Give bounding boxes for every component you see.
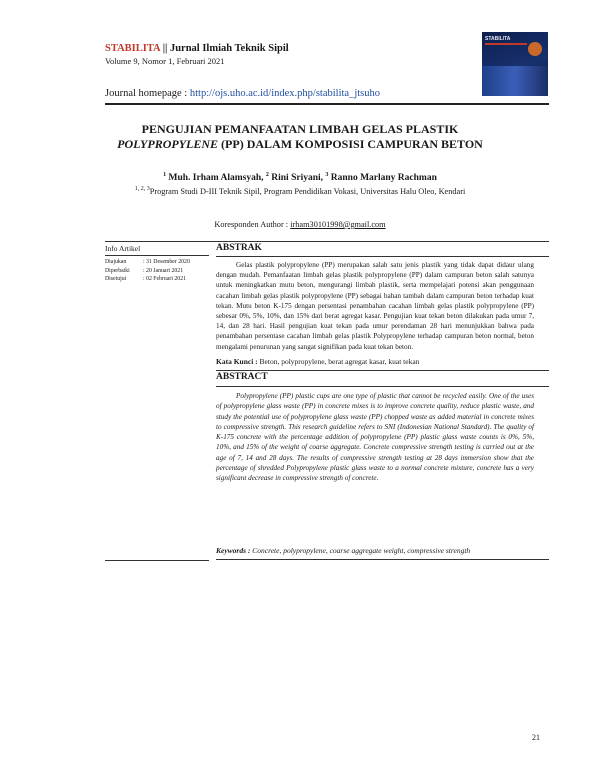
author1: Muh. Irham Alamsyah, <box>166 173 266 184</box>
corresp-email-link[interactable]: irham30101998@gmail.com <box>290 220 386 229</box>
keywords-values: Concrete, polypropylene, coarse aggregate weight, compressive strength <box>252 546 471 555</box>
volume-line: Volume 9, Nomor 1, Februari 2021 <box>105 56 225 66</box>
title-line2-rest: (PP) DALAM KOMPOSISI CAMPURAN BETON <box>218 137 483 151</box>
author2: Rini Sriyani, <box>268 173 326 184</box>
author3-sup: 3 <box>325 172 329 178</box>
date-row-submitted <box>105 258 190 267</box>
date-label: Diajukan <box>105 259 127 265</box>
affiliation-text: Program Studi D-III Teknik Sipil, Program Pendidikan Vokasi, Universitas Halu Oleo, Kendari <box>149 186 466 196</box>
date-value: : 20 Januari 2021 <box>143 267 184 274</box>
date-row-accepted <box>105 275 190 284</box>
date-row-revised <box>105 267 190 276</box>
affiliation <box>0 186 600 196</box>
article-info-bottom-divider <box>105 560 209 561</box>
journal-separator: || <box>160 43 170 54</box>
kata-kunci <box>216 357 419 366</box>
keywords <box>216 546 470 555</box>
keywords-label: Keywords : <box>216 546 253 555</box>
cover-title: STABILITA <box>485 36 511 42</box>
journal-name: Jurnal Ilmiah Teknik Sipil <box>169 43 289 54</box>
affiliation-sup: 1, 2, 3 <box>134 186 150 192</box>
corresp-label: Koresponden Author : <box>214 220 291 229</box>
section-divider-top <box>105 241 549 242</box>
paper-title-line1: PENGUJIAN PEMANFAATAN LIMBAH GELAS PLASTIK <box>141 122 459 136</box>
abstract-body <box>216 391 534 484</box>
cover-bar <box>485 43 527 45</box>
article-info-heading: Info Artikel <box>105 244 141 253</box>
author-list <box>0 172 600 183</box>
abstrak-body <box>216 260 534 352</box>
header-divider <box>105 103 549 105</box>
abstrak-divider <box>216 256 549 257</box>
author3: Ranno Marlany Rachman <box>328 173 437 184</box>
abstract-paragraph: Polypropylene (PP) plastic cups are one type of plastic that cannot be recycled easily. One of the uses of polypropylene glass waste (PP) in concrete mixes is to improve concrete quality, reduce plastic waste, and study the potential use of polypropylene glass waste (PP) chopped waste as added material in concrete mixes to compressive strength. This research guideline refers to SNI (Indonesian National Standard). The quality of K-175 concrete with the percentage addition of polypropylene (PP) plastic glass waste counts is 0%, 5%, 10%, and 15% of the weight of coarse aggregate. Concrete compressive strength testing is carried out at the age of 7, 14 and 28 days. The results of compressive strength testing at 28 days immersion show that the percentage of shredded Polypropylene plastic glass waste to a normal concrete mixture, concrete has a very significant decrease in compressive strength of concrete. <box>216 392 534 483</box>
paper-title-line2 <box>0 137 600 152</box>
kata-kunci-label: Kata Kunci : <box>216 357 260 366</box>
abstrak-paragraph: Gelas plastik polypropylene (PP) merupakan salah satu jenis plastik yang tidak dapat didaur ulang dengan mudah. Pemanfaatan limbah gelas plastik polypropylene (PP) dalam campuran beton salah satunya untuk meningkatkan mutu beton, mengurangi limbah plastik, serta mempelajari potensi akan penggunaan cacahan limbah gelas plastik polypropylene (PP) sebagai bahan tambah dalam campuran beton terhadap kuat tekan. Mutu beton K-175 dengan persentasi penambahan cacahan limbah gelas plastik polypropylene (PP) sebesar 0%, 5%, 10%, dan 15% dari berat agregat kasar. Pengujian kuat tekan beton dilakukan pada umur 7, 14, dan 28 hari. Hasil pengujian kuat tekan pada umur perendaman 28 hari menunjukkan bahwa pada penambahan persentase cacahan limbah gelas plastik Polypropylene terhadap campuran beton normal, beton mengalami penurunan yang sangat signifikan pada kuat tekan beton. <box>216 261 534 351</box>
cover-logo-icon <box>528 42 542 56</box>
date-value: : 02 Februari 2021 <box>143 276 186 283</box>
corresponding-author <box>0 220 600 229</box>
abstract-bottom-divider <box>216 559 549 560</box>
abstract-heading: ABSTRACT <box>216 372 268 382</box>
homepage-label: Journal homepage : <box>105 88 190 99</box>
date-label: Disetujui <box>105 276 127 283</box>
journal-cover-image <box>482 32 548 96</box>
date-value: : 31 Desember 2020 <box>143 259 190 265</box>
journal-homepage <box>105 88 380 99</box>
journal-brand: STABILITA <box>105 43 161 54</box>
abstrak-heading: ABSTRAK <box>216 243 262 253</box>
page-number: 21 <box>532 733 540 742</box>
journal-title-line <box>105 43 289 54</box>
cover-photo <box>482 66 548 96</box>
kata-kunci-values: Beton, polypropylene, berat agregat kasar, kuat tekan <box>259 357 420 366</box>
abstract-divider-top <box>216 370 549 371</box>
author1-sup: 1 <box>163 172 167 178</box>
author2-sup: 2 <box>265 172 269 178</box>
article-dates <box>105 258 190 284</box>
article-info-divider <box>105 255 209 256</box>
homepage-link[interactable]: http://ojs.uho.ac.id/index.php/stabilita_jtsuho <box>189 88 381 99</box>
date-label: Diperbaiki <box>105 267 130 274</box>
abstract-divider <box>216 386 549 387</box>
title-italic-term: POLYPROPYLENE <box>117 137 219 151</box>
